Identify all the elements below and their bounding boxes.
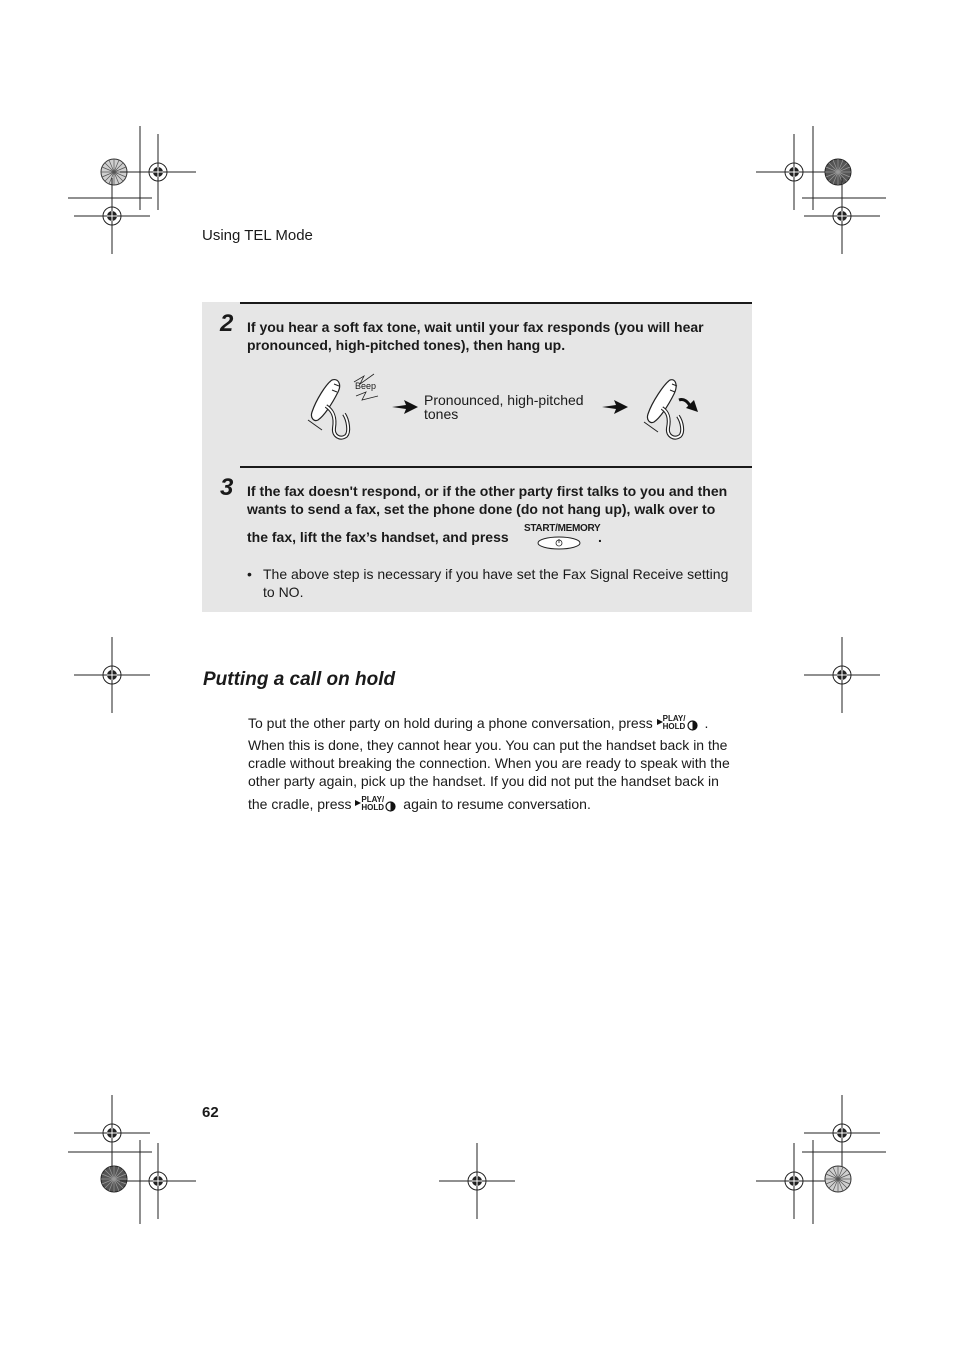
step-3-line-2: wants to send a fax, set the phone done (do not hang up), walk over to <box>247 501 716 517</box>
section-line-3: cradle without breaking the connection. When you are ready to speak with the <box>248 755 730 771</box>
note-line-1: The above step is necessary if you have set the Fax Signal Receive setting <box>263 566 729 582</box>
arrow-right-icon <box>392 400 418 414</box>
tone-label-line-1: Pronounced, high-pitched <box>424 392 584 408</box>
step-3-line-1: If the fax doesn't respond, or if the other party first talks to you and then <box>247 483 728 499</box>
section-line-1-end: . <box>704 715 709 731</box>
steps-panel <box>202 302 752 612</box>
start-memory-key <box>522 523 602 551</box>
start-button-icon <box>536 536 582 550</box>
step-2-rule <box>240 302 752 304</box>
section-line-2: When this is done, they cannot hear you. You can put the handset back in the <box>248 737 728 753</box>
section-line-5-end: again to resume conversation. <box>403 796 591 812</box>
start-memory-key-label: START/MEMORY <box>524 523 601 534</box>
step-3-rule <box>240 466 752 468</box>
hold-circle-icon <box>687 720 698 731</box>
play-hold-label <box>663 715 686 731</box>
tone-label <box>424 393 584 421</box>
section-line-1 <box>248 714 708 733</box>
section-line-5-start: the cradle, press <box>248 796 352 812</box>
step-2-number: 2 <box>220 310 234 337</box>
play-hold-key <box>657 715 701 733</box>
hold-circle-icon <box>385 801 396 812</box>
step-2-line-1: If you hear a soft fax tone, wait until your fax responds (you will hear <box>247 319 704 335</box>
arrow-right-icon <box>602 400 628 414</box>
play-hold-key <box>355 796 399 814</box>
step-3-instruction <box>247 482 727 518</box>
step-2-line-2: pronounced, high-pitched tones), then hang up. <box>247 337 566 353</box>
play-hold-label <box>361 796 384 812</box>
play-label: PLAY/ <box>662 714 686 724</box>
section-line-1-text: To put the other party on hold during a phone conversation, press <box>248 715 653 731</box>
hold-label: HOLD <box>361 803 385 813</box>
section-title: Putting a call on hold <box>203 669 396 690</box>
page-number: 62 <box>202 1104 219 1121</box>
step-3-line-3-wrap <box>247 528 509 546</box>
step-3-line-3: the fax, lift the fax’s handset, and press <box>247 529 509 545</box>
step-3-period: . <box>598 529 602 545</box>
beep-label: Beep <box>355 381 377 391</box>
hold-label: HOLD <box>662 722 686 732</box>
step-3-note <box>247 565 747 601</box>
section-line-4: other party again, pick up the handset. If you did not put the handset back in <box>248 773 719 789</box>
tone-label-line-2: tones <box>424 406 459 422</box>
note-line-2: to NO. <box>263 584 304 600</box>
running-head: Using TEL Mode <box>202 227 313 244</box>
step-2-instruction <box>247 318 704 354</box>
hang-up-arrow-icon <box>678 396 700 414</box>
section-line-5 <box>248 795 591 814</box>
step-3-number: 3 <box>220 474 234 501</box>
play-label: PLAY/ <box>361 795 385 805</box>
bullet-icon: • <box>247 566 252 582</box>
